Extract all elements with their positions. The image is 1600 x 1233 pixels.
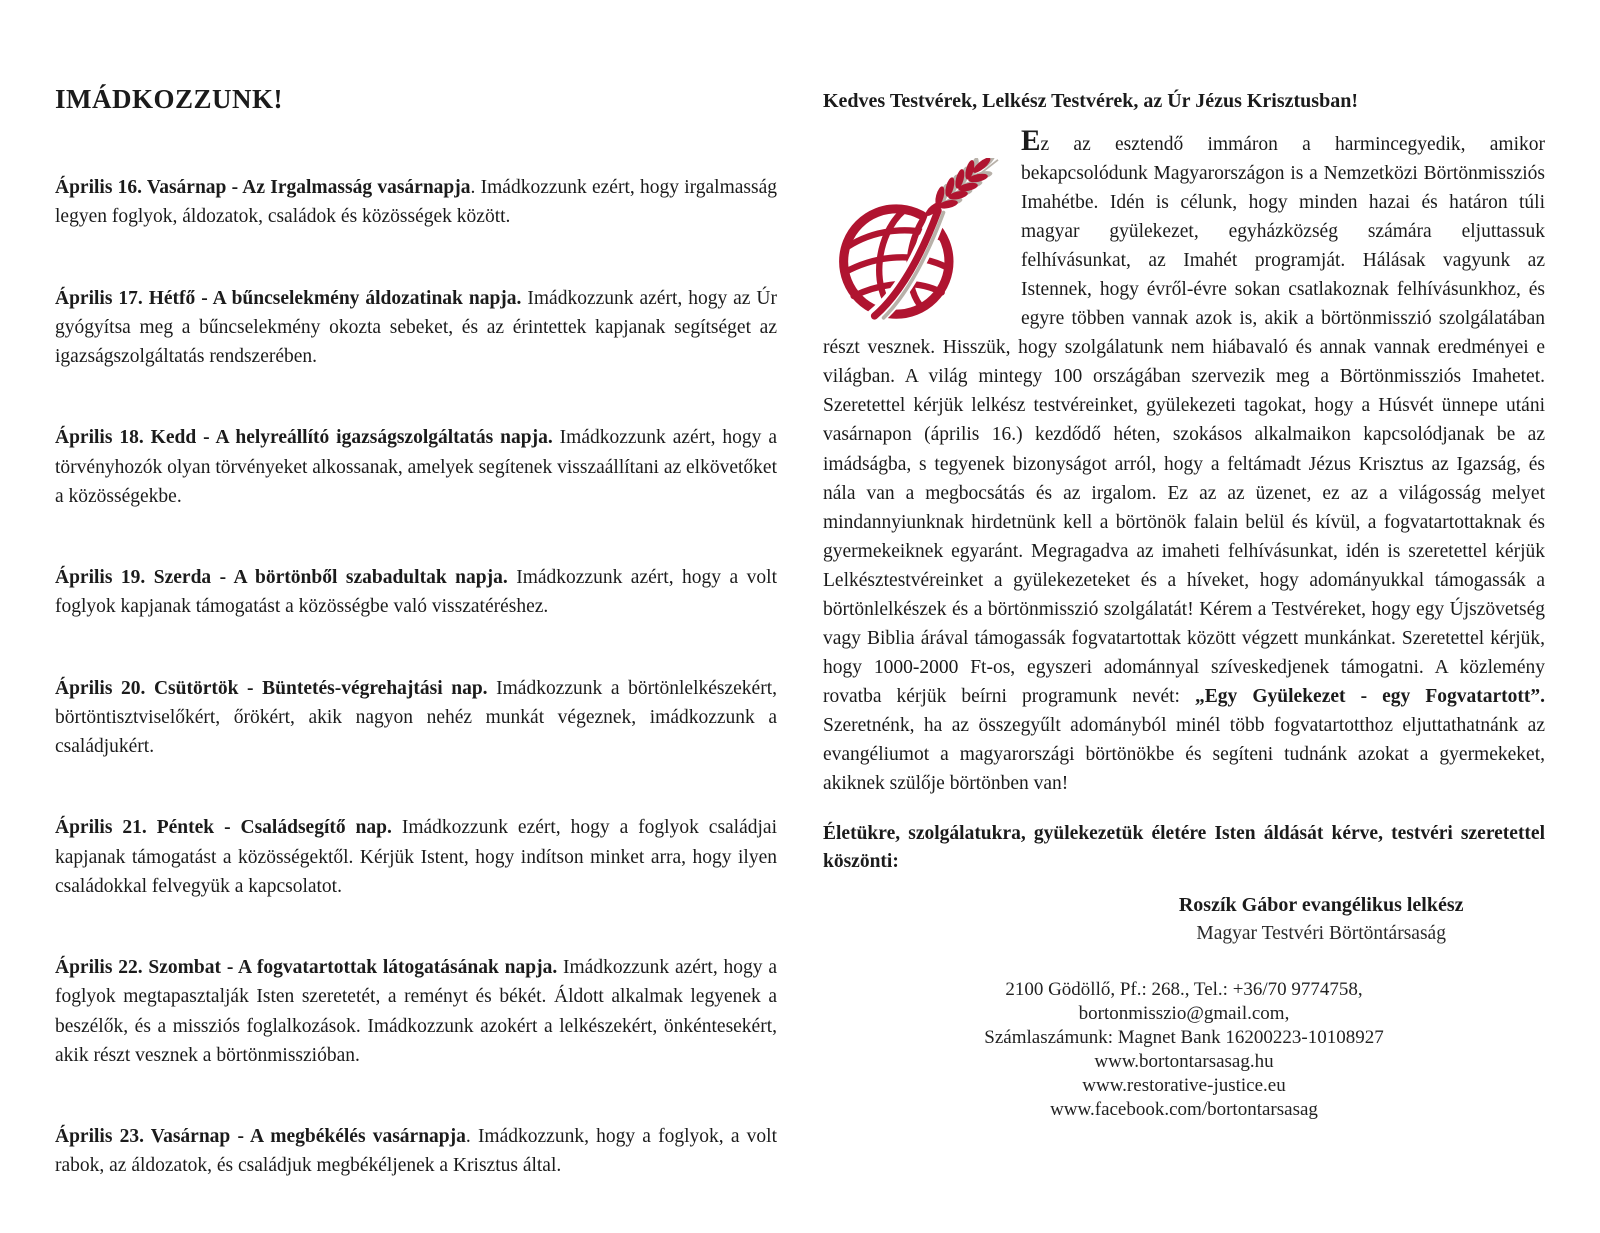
- prayer-day-title: Április 19. Szerda - A börtönből szabadultak napja.: [55, 567, 508, 588]
- prayer-item: [55, 173, 777, 232]
- letter-salutation: Kedves Testvérek, Lelkész Testvérek, az Úr Jézus Krisztusban!: [823, 90, 1358, 112]
- program-name-bold: „Egy Gyülekezet - egy Fogvatartott”.: [1195, 685, 1546, 707]
- prayer-day-title: Április 18. Kedd - A helyreállító igazságszolgáltatás napja.: [55, 427, 553, 449]
- prayer-column: [55, 84, 777, 1233]
- contact-address-phone: 2100 Gödöllő, Pf.: 268., Tel.: +36/70 9774758,: [1005, 978, 1363, 1000]
- prayer-day-title: Április 17. Hétfő - A bűncselekmény áldozatinak napja.: [55, 287, 522, 309]
- contact-block: [823, 978, 1545, 1122]
- prayer-day-body: . Imádkozzunk ezért, hogy irgalmasság legyen foglyok, áldozatok, családok és közösségek között.: [55, 177, 777, 228]
- contact-website: www.bortontarsasag.hu: [1094, 1050, 1274, 1072]
- prayer-day-title: Április 22. Szombat - A fogvatartottak látogatásának napja.: [55, 957, 558, 978]
- closing-blessing: Életükre, szolgálatukra, gyülekezetük életére Isten áldását kérve, testvéri szeretettel köszönti:: [823, 823, 1545, 873]
- prayer-item: [55, 423, 777, 511]
- prayer-day-title: Április 23. Vasárnap - A megbékélés vasárnapja: [55, 1126, 466, 1147]
- prayer-item: [55, 813, 777, 901]
- prayer-item: [55, 953, 777, 1070]
- contact-email: bortonmisszio@gmail.com,: [1078, 1002, 1290, 1024]
- contact-bank-account: Számlaszámunk: Magnet Bank 16200223-10108927: [984, 1026, 1384, 1048]
- prayer-item: [55, 284, 777, 372]
- prayer-day-body: Imádkozzunk a börtönlelkészekért, börtöntisztviselőkért, őrökért, akik nagyon nehéz munkát végeznek, imádkozzunk a családjukért.: [55, 677, 777, 757]
- prayer-day-body: Imádkozzunk ezért, hogy a foglyok családjai kapjanak támogatást a közösségektől. Kérjük Istent, hogy indítson minket arra, hogy ilyen családokkal felvegyük a kapcsolatot.: [55, 817, 777, 897]
- prayer-day-body: . Imádkozzunk, hogy a foglyok, a volt rabok, az áldozatok, és családjuk megbékéljenek a Krisztus által.: [55, 1126, 777, 1177]
- signature-block: [1097, 891, 1545, 948]
- prayer-item: [55, 563, 777, 622]
- letter-text-tail: Szeretnénk, ha az összegyűlt adományból minél több fogvatartotthoz eljuttathatnánk az evangéliumot a magyarországi börtönökbe és segíteni tudnánk azokat a gyermekeket, akiknek szülője börtönben van!: [823, 714, 1545, 795]
- prayer-item: [55, 674, 777, 762]
- letter-body: [823, 125, 1546, 798]
- contact-website-justice: www.restorative-justice.eu: [1082, 1074, 1286, 1096]
- prayer-day-body: Imádkozzunk azért, hogy az Úr gyógyítsa meg a bűncselekmény okozta sebeket, és az érintettek kapjanak segítséget az igazságszolgáltatás rendszerében.: [55, 287, 777, 367]
- signature-name: Roszík Gábor evangélikus lelkész: [1178, 893, 1464, 916]
- contact-facebook: www.facebook.com/bortontarsasag: [1050, 1098, 1318, 1120]
- letter-column: [823, 84, 1545, 1233]
- prayer-day-body: Imádkozzunk azért, hogy a törvényhozók olyan törvényeket alkossanak, amelyek segítenek visszaállítani az elkövetőket a közösségekbe.: [55, 427, 777, 507]
- letter-text-lead: z az esztendő immáron a harmincegyedik, amikor bekapcsolódunk Magyarországon is a Nemzetközi Börtönmissziós Imahétbe. Idén is célunk, hogy minden hazai és határon túli magyar gyülekezet, egyházközség számára eljuttassuk felhívásunkat, az Imahét programját. Hálásak vagyunk az Istennek, hogy évről-évre sokan csatlakoznak felhívásunkhoz, és egyre többen vannak azok is, akik a börtönmisszió szolgálatában részt vesznek. Hisszük, hogy szolgálatunk nem hiábavaló és annak vannak eredményei e világban. A világ mintegy 100 országában szervezik meg a Börtönmissziós Imahetet. Szeretettel kérjük lelkész testvéreinket, gyülekezeti tagokat, hogy a Húsvét ünnepe utáni vasárnapon (április 16.) kezdődő héten, szokásos alkalmaikon kapcsolódjanak be az imádságba, s tegyenek bizonyságot arról, hogy a feltámadt Jézus Krisztus az Igazság, és nála van a megbocsátás és az irgalom. Ez az az üzenet, ez az a világosság melyet mindannyiunknak hirdetnünk kell a börtönök falain belül és kívül, a fogvatartottaknak és gyermekeiknek egyaránt. Megragadva az imaheti felhívásunkat, idén is szeretettel kérjük Lelkésztestvéreinket a gyülekezeteket és a híveket, hogy adományukkal támogassák a börtönlelkészek és a börtönmisszió szolgálatát! Kérem a Testvéreket, hogy egy Újszövetség vagy Biblia árával támogassák fogvatartottak között végzett munkánkat. Szeretettel kérjük, hogy 1000-2000 Ft-os, egyszeri adománnyal szíveskedjenek támogatni. A közlemény rovatba kérjük beírni programunk nevét:: [823, 134, 1545, 707]
- prayer-day-body: Imádkozzunk azért, hogy a foglyok megtapasztalják Isten szeretetét, a reményt és békét. Áldott alkalmak legyenek a beszélők, és a missziós foglalkozások. Imádkozzunk azokért a lelkészekért, önkéntesekért, akik részt vesznek a börtönmisszióban.: [55, 957, 777, 1066]
- page-title: IMÁDKOZZUNK!: [55, 84, 283, 114]
- dropcap: E: [1021, 125, 1041, 157]
- prayer-day-body: Imádkozzunk azért, hogy a volt foglyok kapjanak támogatást a közösségbe való visszatéréshez.: [55, 567, 778, 618]
- globe-wheat-logo: [823, 158, 1005, 326]
- signature-organization: Magyar Testvéri Börtöntársaság: [1196, 922, 1446, 944]
- prayer-day-title: Április 20. Csütörtök - Büntetés-végrehajtási nap.: [55, 677, 488, 699]
- prayer-day-title: Április 16. Vasárnap - Az Irgalmasság vasárnapja: [55, 177, 471, 198]
- prayer-day-title: Április 21. Péntek - Családsegítő nap.: [55, 817, 392, 839]
